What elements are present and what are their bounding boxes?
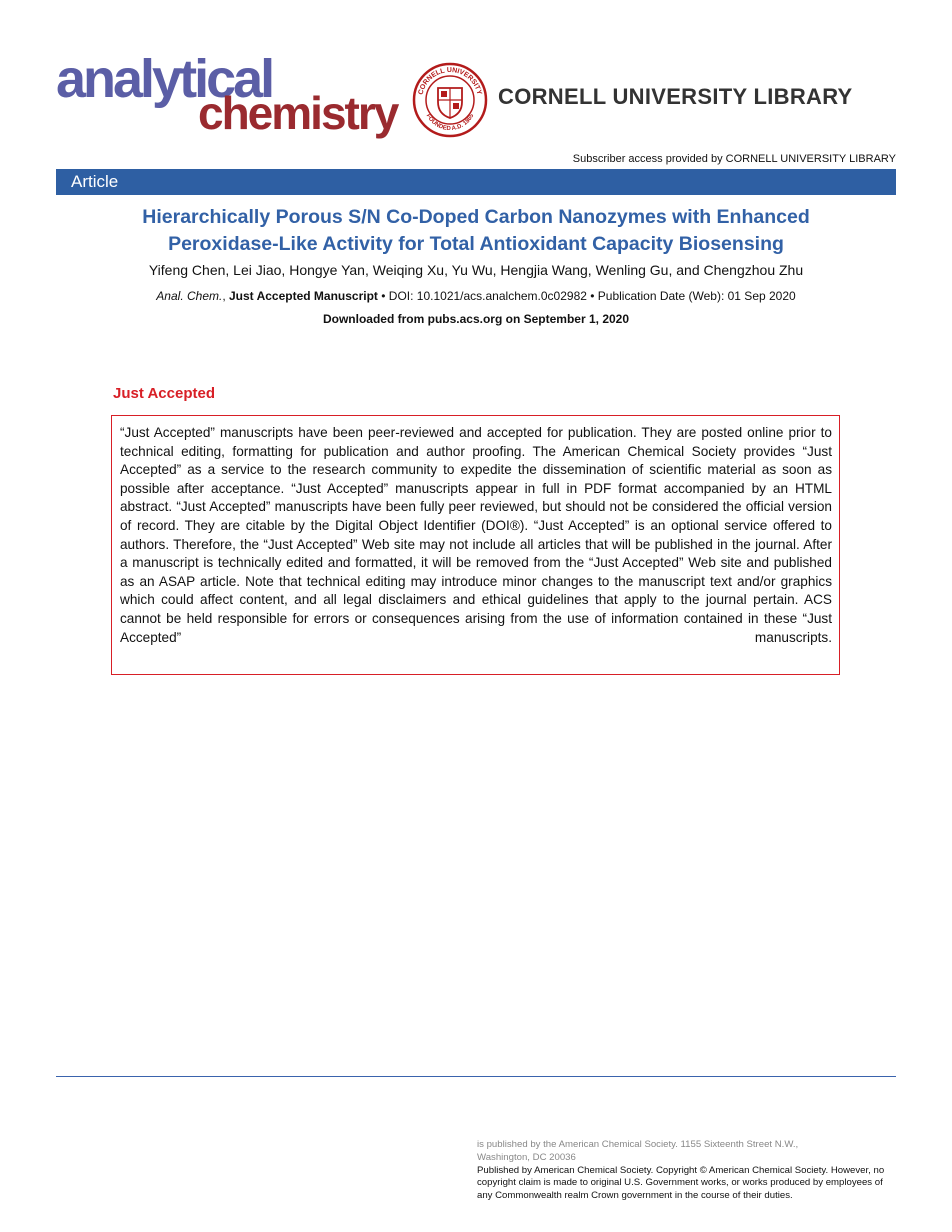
just-accepted-text: “Just Accepted” manuscripts have been peer-reviewed and accepted for publication. They are posted online prior to technical editing, formatting for publication and author proofing. The American Chemical Society provides “Just Accepted” as a service to the research community to expedite the dissemination of scientific material as soon as possible after acceptance. “Just Accepted” manuscripts appear in full in PDF format accompanied by an HTML abstract. “Just Accepted” manuscripts have been fully peer reviewed, but should not be considered the official version of record. They are citable by the Digital Object Identifier (DOI®). “Just Accepted” is an optional service offered to authors. Therefore, the “Just Accepted” Web site may not include all articles that will be published in the journal. After a manuscript is technically edited and formatted, it will be removed from the “Just Accepted” Web site and published as an ASAP article. Note that technical editing may introduce minor changes to the manuscript text and/or graphics which could affect content, and all legal disclaimers and ethical guidelines that apply to the journal pertain. ACS cannot be held responsible for errors or consequences arising from the use of information contained in these “Just Accepted” manuscripts. (120, 425, 832, 645)
article-type-bar (56, 169, 896, 195)
download-note: Downloaded from pubs.acs.org on September 1, 2020 (322, 312, 630, 326)
copyright-notice: Published by American Chemical Society. Copyright © American Chemical Society. However, no copyright claim is made to original U.S. Government works, or works produced by employees of any Commonwealth realm Crown government in the course of their duties. (477, 1164, 885, 1202)
publisher-footer (477, 1139, 897, 1203)
seal-text-bottom: FOUNDED A.D. 1865 (424, 113, 476, 133)
subscriber-note: Subscriber access provided by CORNELL UNIVERSITY LIBRARY (572, 153, 896, 165)
doi-and-date: • DOI: 10.1021/acs.analchem.0c02982 • Publication Date (Web): 01 Sep 2020 (377, 289, 796, 303)
logo-text-chemistry: chemistry (198, 87, 398, 139)
article-type-label: Article (71, 172, 119, 191)
manuscript-status: Just Accepted Manuscript (229, 289, 378, 303)
just-accepted-box (111, 415, 840, 675)
journal-name: Anal. Chem. (156, 289, 223, 303)
just-accepted-heading: Just Accepted (113, 385, 215, 402)
citation-line (56, 289, 896, 303)
library-name: CORNELL UNIVERSITY LIBRARY (498, 84, 853, 109)
paper-title (56, 204, 896, 258)
seal-text-top: CORNELL UNIVERSITY (417, 66, 483, 96)
paper-title-line-1: Hierarchically Porous S/N Co-Doped Carbon Nanozymes with Enhanced (142, 206, 810, 228)
publisher-address-line-2: Washington, DC 20036 (477, 1151, 576, 1163)
cornell-seal-icon (412, 62, 488, 138)
publisher-address-line-1: is published by the American Chemical Society. 1155 Sixteenth Street N.W., (477, 1139, 799, 1150)
paper-title-line-2: Peroxidase-Like Activity for Total Antioxidant Capacity Biosensing (168, 233, 784, 255)
citation-separator: , (222, 289, 229, 303)
logo-text-analytical: analytical (56, 49, 273, 109)
author-list: Yifeng Chen, Lei Jiao, Hongye Yan, Weiqing Xu, Yu Wu, Hengjia Wang, Wenling Gu, and Chengzhou Zhu (148, 262, 804, 278)
footer-divider (56, 1076, 896, 1077)
